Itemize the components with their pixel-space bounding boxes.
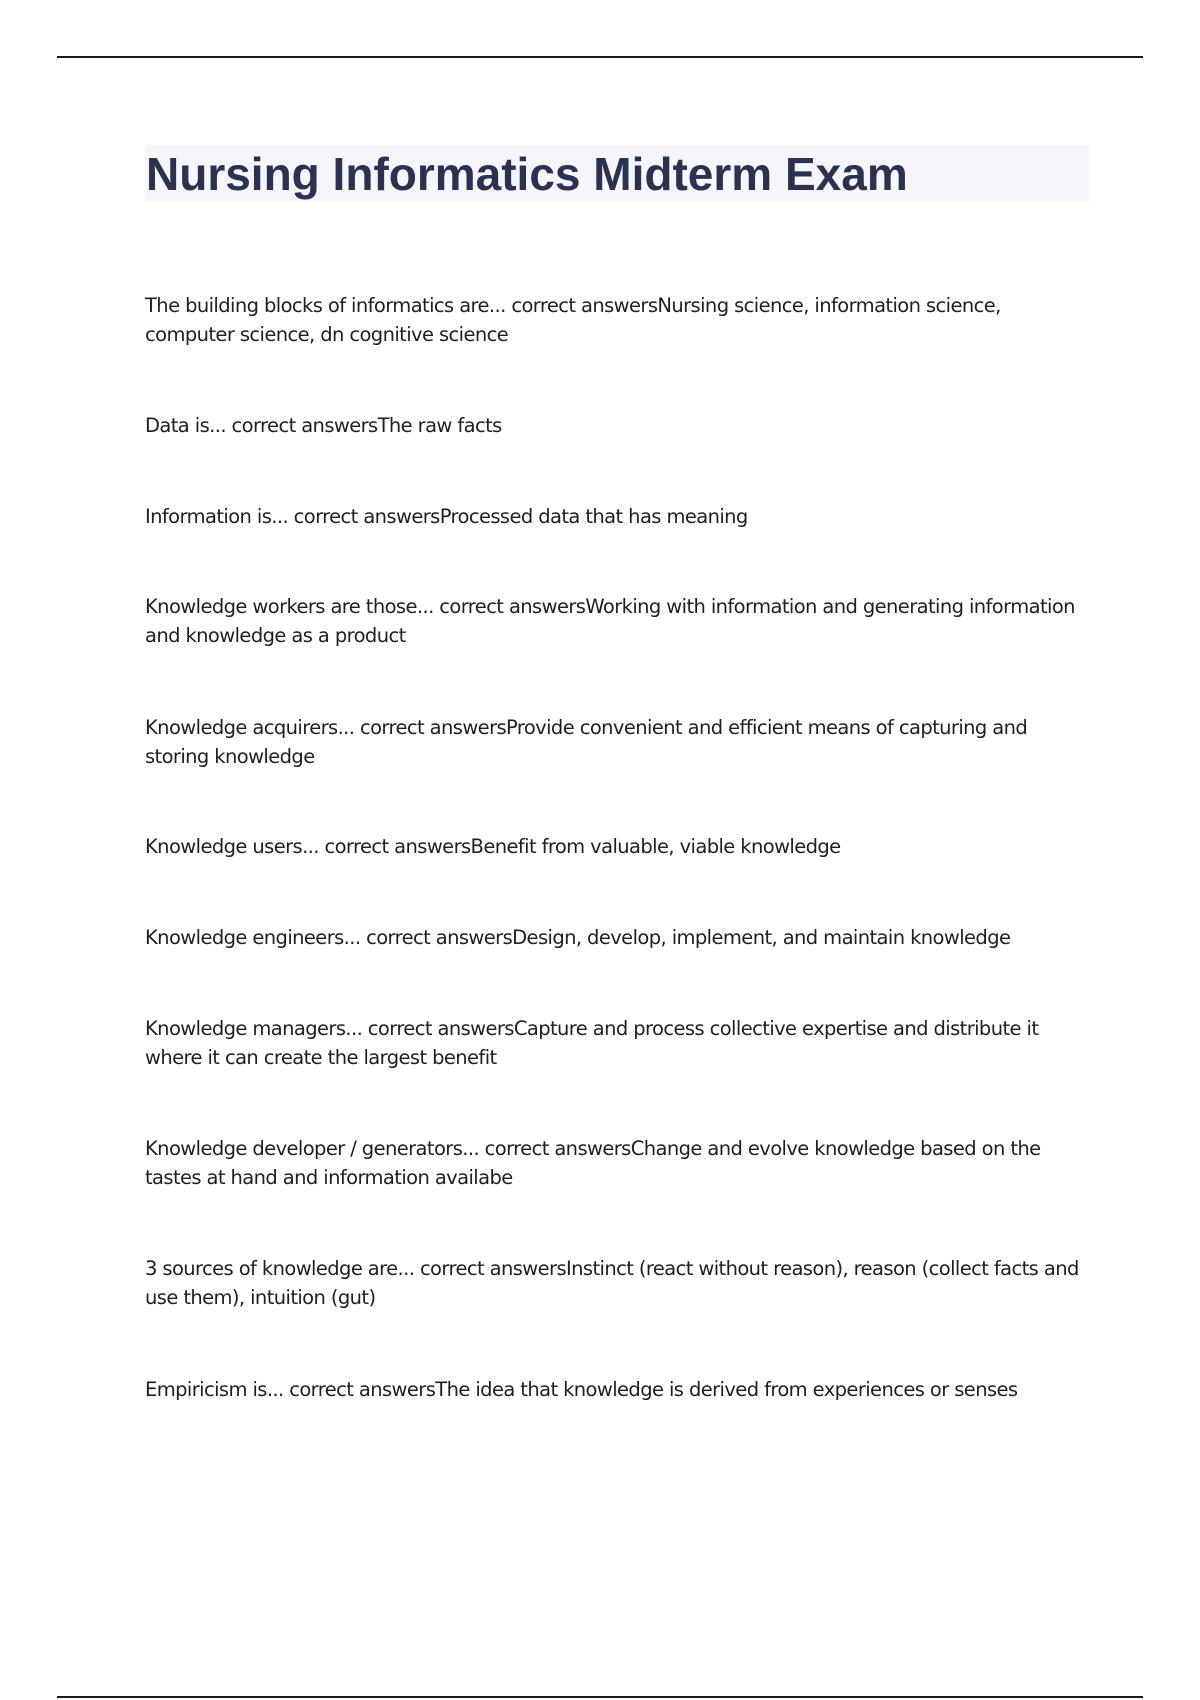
- qa-item: 3 sources of knowledge are... correct answersInstinct (react without reason), reason (collect facts and use them), intuition (gut): [145, 1257, 1079, 1309]
- qa-item: Empiricism is... correct answersThe idea that knowledge is derived from experiences or senses: [145, 1378, 1018, 1401]
- bottom-rule: [57, 1696, 1143, 1698]
- qa-item: Knowledge workers are those... correct answersWorking with information and generating information and knowledge as a product: [145, 595, 1075, 647]
- qa-item: Knowledge engineers... correct answersDesign, develop, implement, and maintain knowledge: [145, 926, 1011, 949]
- qa-item: Data is... correct answersThe raw facts: [145, 414, 502, 437]
- qa-item: Knowledge users... correct answersBenefit from valuable, viable knowledge: [145, 835, 841, 858]
- top-rule: [57, 56, 1143, 58]
- qa-item: The building blocks of informatics are... correct answersNursing science, information science, computer science, dn cognitive science: [145, 294, 1001, 346]
- page-title: Nursing Informatics Midterm Exam: [146, 148, 908, 200]
- qa-item: Knowledge developer / generators... correct answersChange and evolve knowledge based on the tastes at hand and information availabe: [145, 1137, 1041, 1189]
- qa-item: Information is... correct answersProcessed data that has meaning: [145, 505, 748, 528]
- qa-item: Knowledge acquirers... correct answersProvide convenient and efficient means of capturing and storing knowledge: [145, 716, 1028, 768]
- qa-item: Knowledge managers... correct answersCapture and process collective expertise and distribute it where it can create the largest benefit: [145, 1017, 1039, 1069]
